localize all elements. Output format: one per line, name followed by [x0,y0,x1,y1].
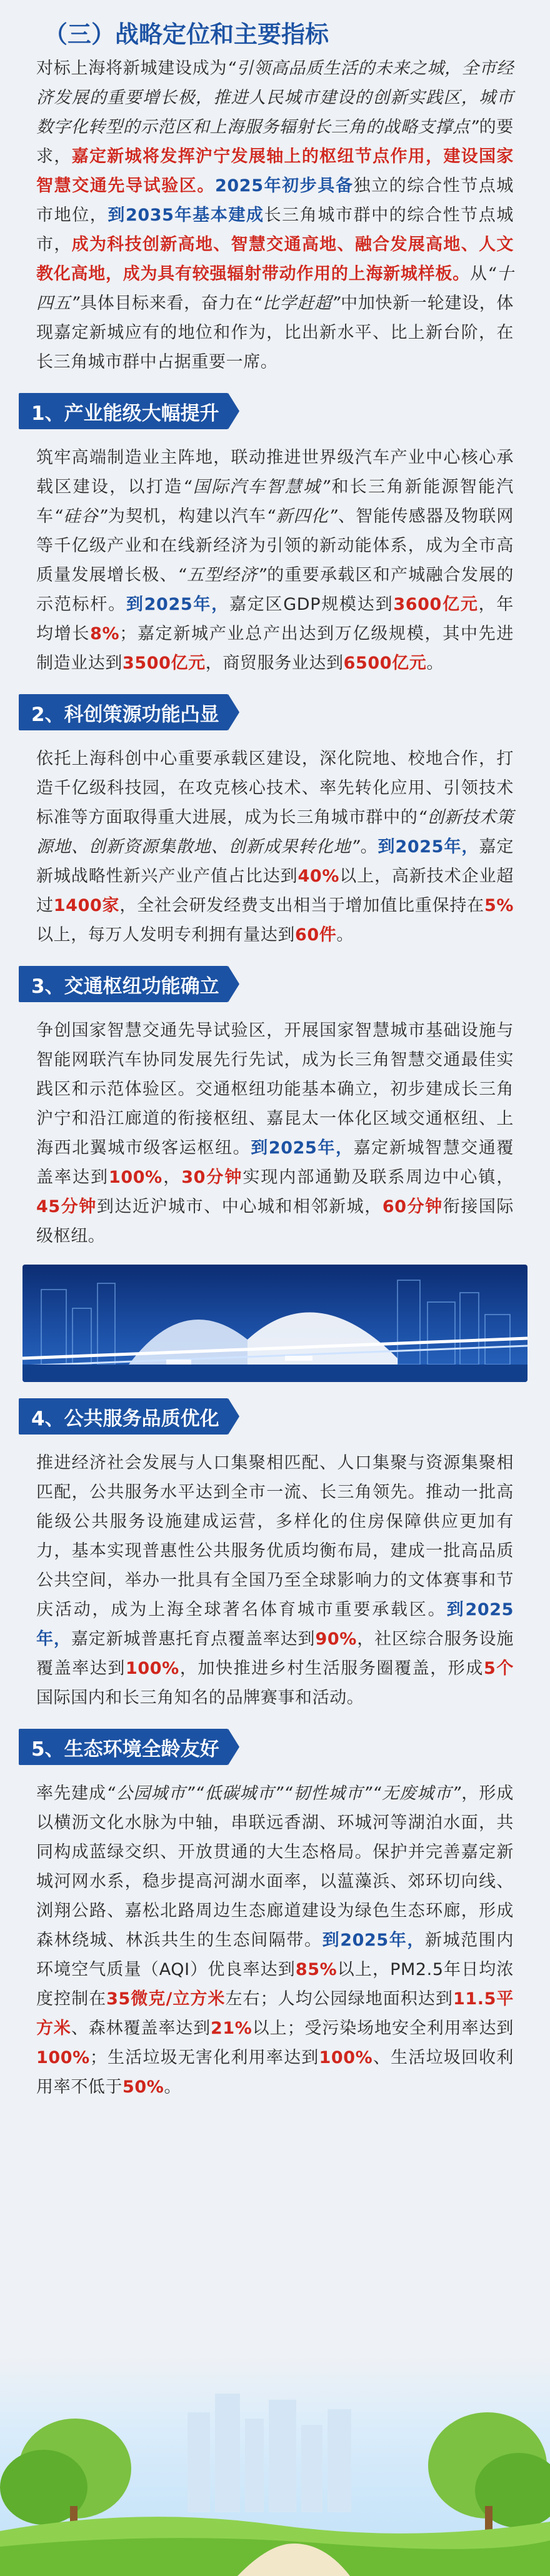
section-heading [19,694,228,730]
text-run: 。 [336,925,354,945]
city-skyline-illustration [22,1265,528,1382]
text-run: 以上；受污染场地安全利用率达到 [252,2019,514,2038]
section-heading-label: 1、产业能级大幅提升 [31,402,219,425]
text-run: 、智能传感器及物联网等千亿级产业和在线新经济为引领的新动能体系，成为全市高质量发展增长极、 [36,507,514,585]
text-run: 。 [164,2077,182,2097]
heading-arrow-shape [228,1398,239,1435]
text-run: 60件 [295,925,337,945]
text-run: 以上，每万人发明专利拥有量达到 [36,925,295,945]
text-run: 的要求， [36,117,514,166]
text-run: 30分钟 [181,1168,243,1187]
text-run: 5个 [484,1659,514,1678]
text-run: 8% [90,624,120,644]
text-run: “新四化” [266,507,338,526]
text-run: “公园城市” [106,1784,196,1803]
green-park-illustration [0,2356,550,2576]
section-body [0,1779,550,2102]
text-run: 到2025年， [378,837,479,857]
text-run: “引领高品质生活的未来之城，全市经济发展的重要增长极，推进人民城市建设的创新实践区，城市数字化转型的示范区和上海服务辐射长三角的战略支撑点” [36,59,514,137]
text-run: 嘉定区GDP规模达到 [229,595,394,614]
text-run: 从 [469,264,488,284]
section-heading [19,1398,228,1435]
text-run: ，全社会研发经费支出相当于增加值比重保持在 [119,896,484,915]
section-text [36,1448,514,1713]
text-run: ，年均增长 [36,595,514,644]
text-run: ；生活垃圾无害化利用率达到 [89,2048,319,2067]
skyline-graphic [22,1265,528,1382]
text-run: 以上，高新技术企业超过 [36,867,514,915]
section-body [0,443,550,678]
text-run: 和长三角新能源智能汽车 [36,477,514,526]
text-run: 具体目标来看，奋力在 [79,294,254,313]
section-text [36,443,514,678]
text-run: 100% [126,1659,179,1678]
text-run: 筑牢高端制造业主阵地，联动推进世界级汽车产业中心核心承载区建设，以打造 [36,448,514,497]
text-run: ；嘉定新城产业总产出达到万亿级规模，其中先进制造业达到 [36,624,514,673]
text-run: 。 [360,837,378,857]
text-run: 到达近沪城市、中心城和相邻新城， [96,1197,382,1216]
text-run: 嘉定新城普惠托育点覆盖率达到 [71,1629,316,1649]
section-body [0,1448,550,1713]
text-run: 11.5平方米 [36,1989,514,2038]
section-text [36,744,514,950]
heading-arrow-shape [228,966,239,1002]
section-text [36,1779,514,2102]
heading-arrow-shape [228,1729,239,1765]
text-run: 3500亿元 [122,654,206,673]
text-run: 2025年初步具备 [215,176,354,196]
text-run: 依托上海科创中心重要承载区建设，深化院地、校地合作，打造千亿级科技园，在攻克核心技术、率先转化应用、引领技术标准等方面取得重大进展，成为长三角城市群中的 [36,749,514,827]
text-run: “国际汽车智慧城” [182,477,331,497]
section-transport [0,950,550,1251]
section-text [36,1016,514,1251]
text-run: 、生活垃圾回收利用率不低于 [36,2048,514,2097]
heading-arrow-shape [228,694,239,730]
text-run: “无废城市” [372,1784,461,1803]
text-run: ，商贸服务业达到 [205,654,344,673]
page-title: （三）战略定位和主要指标 [44,20,329,48]
text-run: 率先建成 [36,1784,107,1803]
section-heading [19,393,228,429]
text-run: 左右；人均公园绿地面积达到 [225,1989,453,2009]
text-run: 35微克/立方米 [106,1989,226,2009]
intro-paragraph [0,54,550,377]
text-run: 21% [211,2019,252,2038]
text-run: 实现内部通勤及联系周边中心镇， [242,1168,514,1187]
text-run: 嘉定新城将发挥沪宁发展轴上的枢纽节点作用，建设国家智慧交通先导试验区。 [36,147,514,196]
text-run: “创新技术策源地、创新资源集散地、创新成果转化地” [36,808,514,857]
text-run: ，社区综合服务设施覆盖率达到 [36,1629,514,1678]
text-run: 100% [36,2048,90,2067]
text-run: 推进经济社会发展与人口集聚相匹配、人口集聚与资源集聚相匹配，公共服务水平达到全市一流、长三角领先。推动一批高能级公共服务设施建成运营，多样化的住房保障供应更加有力，基本实现普惠性公共服务优质均衡布局，建成一批高品质公共空间，举办一批具有全国乃至全球影响力的文体赛事和节庆活动，成为上海全球著名体育城市重要承载区。 [36,1453,514,1619]
text-run: “韧性城市” [284,1784,372,1803]
text-run: 100% [109,1168,162,1187]
text-run: 对标上海将新城建设成为 [36,59,228,78]
text-run: “比学赶超” [253,294,341,313]
text-run: 中加快新一轮建设，体现嘉定新城应有的地位和作为，比出新水平、比上新台阶，在长三角城市群中占据重要一席。 [36,294,514,372]
text-run: “十四五” [36,264,514,313]
text-run: “五型经济” [177,565,267,585]
text-run: 到2025年， [126,595,229,614]
text-run: 嘉定新城智慧交通覆盖率达到 [36,1138,514,1187]
text-run: ， [162,1168,182,1187]
section-industry [0,377,550,678]
text-run: 100% [319,2048,373,2067]
text-run: 到2035年基本建成 [108,206,264,225]
text-run: 以上，PM2.5年日均浓度控制在 [36,1960,514,2009]
text-run: 争创国家智慧交通先导试验区，开展国家智慧城市基础设施与智能网联汽车协同发展先行先试，成为长三角智慧交通最佳实践区和示范体验区。交通枢纽功能基本确立，初步建成长三角沪宁和沿江廊道的衔接枢纽、嘉昆太一体化区域交通枢纽、上海西北翼城市级客运枢纽。 [36,1021,514,1158]
park-graphic [0,2356,550,2576]
text-run: 85% [295,1960,338,1979]
section-innovation [0,678,550,950]
section-heading-label: 5、生态环境全龄友好 [31,1738,219,1761]
text-run: 6500亿元 [343,654,427,673]
text-run: 到2025年， [251,1138,354,1158]
section-heading-label: 3、交通枢纽功能确立 [31,975,219,998]
text-run: ，形成以横沥文化水脉为中轴，串联远香湖、环城河等湖泊水面，共同构成蓝绿交织、开放贯通的大生态格局。保护并完善嘉定新城河网水系，稳步提高河湖水面率，以蕰藻浜、郊环切向线、浏翔公路、嘉松北路周边生态廊道建设为绿色生态环廊，形成森林绕城、林浜共生的生态间隔带。 [36,1784,514,1950]
text-run: 长三角城市群中的综合性节点城市， [36,206,514,254]
text-run: 、森林覆盖率达到 [71,2019,211,2038]
section-body [0,1016,550,1251]
text-run: ，加快推进乡村生活服务圈覆盖，形成 [179,1659,484,1678]
section-ecology [0,1713,550,2102]
section-heading [19,1729,228,1765]
text-run: 90% [315,1629,357,1649]
section-heading-label: 4、公共服务品质优化 [31,1407,219,1430]
section-public-service [0,1382,550,1713]
intro-text [36,54,514,377]
text-run: “硅谷” [54,507,108,526]
text-run: 的重要承载区和产城融合发展的示范标杆。 [36,565,514,614]
text-run: 为契机，构建以汽车 [108,507,267,526]
text-run: 到2025年， [322,1931,425,1950]
text-run: “低碳城市” [195,1784,284,1803]
text-run: 。 [426,654,444,673]
text-run: 60分钟 [382,1197,443,1216]
text-run: 到2025年， [36,1600,514,1649]
text-run: 45分钟 [36,1197,97,1216]
text-run: 新城范围内环境空气质量（AQI）优良率达到 [36,1931,514,1979]
section-heading-label: 2、科创策源功能凸显 [31,703,219,726]
text-run: 独立的综合性节点城市地位， [36,176,514,225]
text-run: 嘉定新城战略性新兴产业产值占比达到 [36,837,514,886]
text-run: 成为科技创新高地、智慧交通高地、融合发展高地、人文教化高地，成为具有较强辐射带动作用的上海新城样板。 [36,235,514,284]
section-body [0,744,550,950]
text-run: 40% [298,867,339,886]
text-run: 50% [122,2077,164,2097]
section-heading [19,966,228,1002]
text-run: 国际国内和长三角知名的品牌赛事和活动。 [36,1688,364,1708]
text-run: 3600亿元 [393,595,479,614]
text-run: 衔接国际级枢纽。 [36,1197,514,1246]
text-run: 1400家 [53,896,120,915]
text-run: 5% [484,896,514,915]
heading-arrow-shape [228,393,239,429]
